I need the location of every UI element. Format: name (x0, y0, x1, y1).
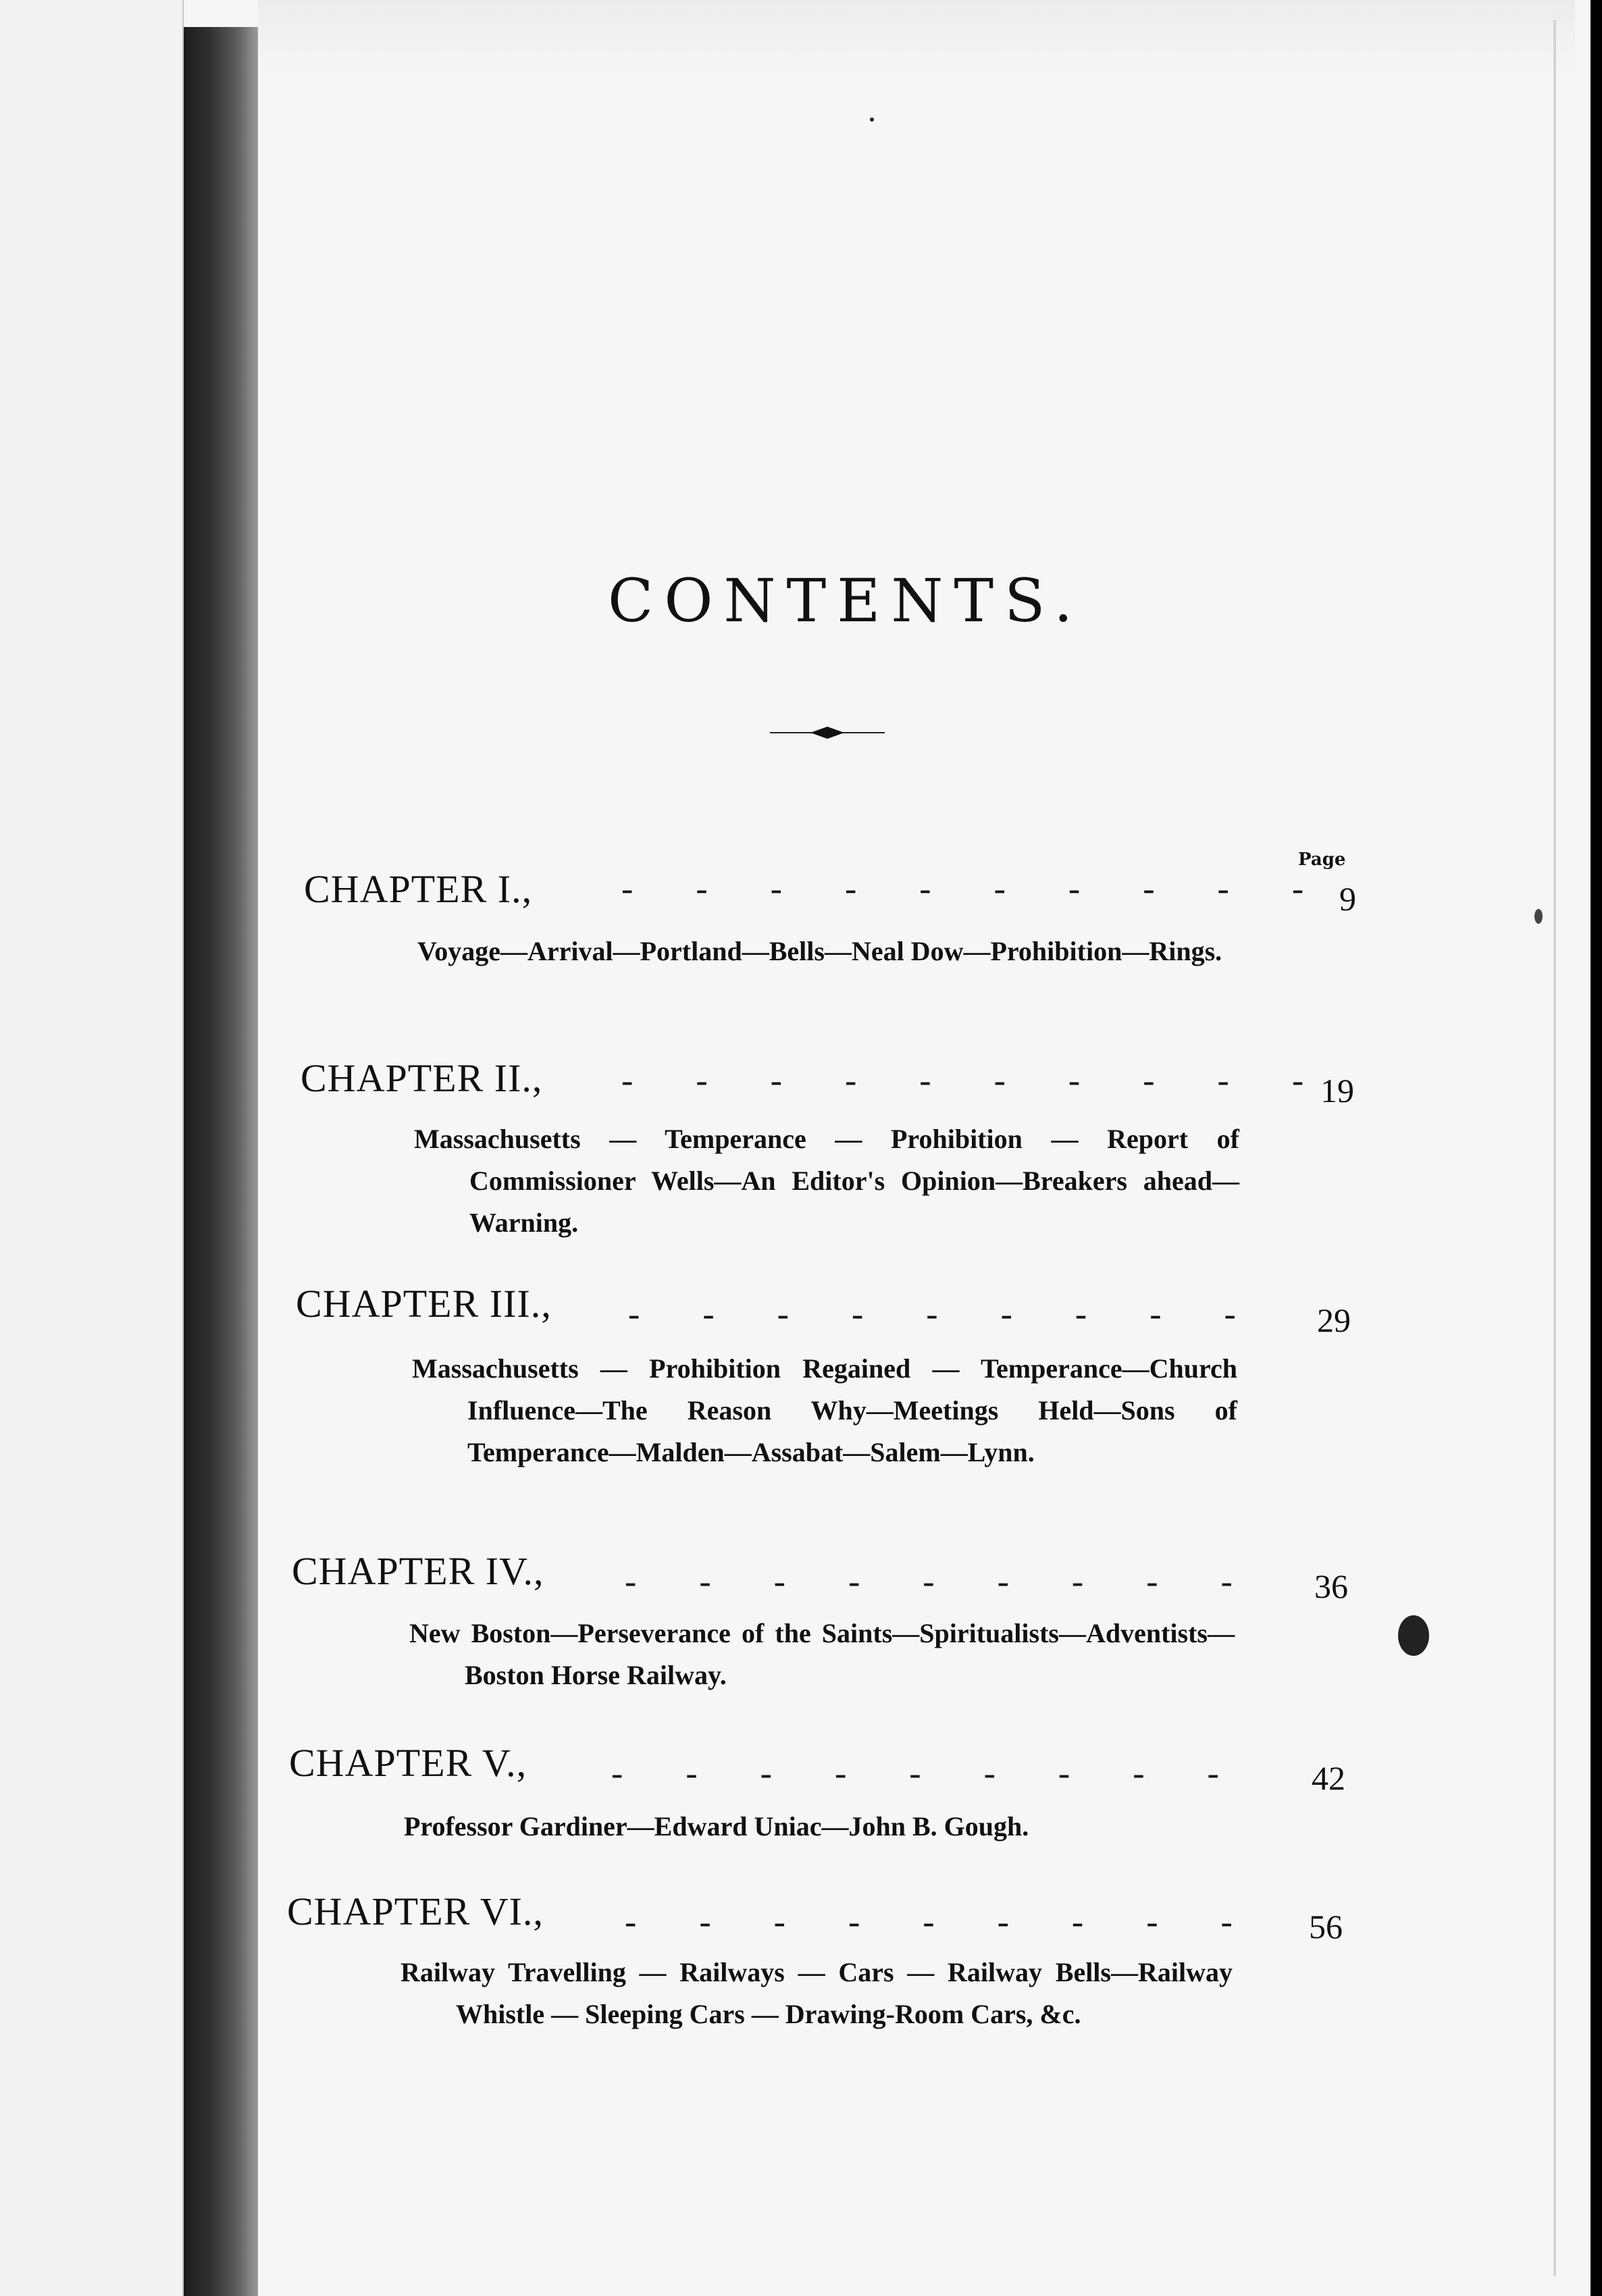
page-top-shading (258, 0, 1575, 74)
page-number: 42 (1312, 1759, 1345, 1797)
facing-page-edge (0, 0, 184, 2296)
chapter-heading: CHAPTER I., (304, 867, 533, 911)
chapter-summary: Massachusetts — Prohibition Regained — Temperance—Church Influence—The Reason Why—Meetings Held—Sons of Temperance—Malden—Assabat—Salem—Lynn. (412, 1353, 1237, 1467)
dot-leader: - - - - - - - - - (625, 1563, 1260, 1601)
ornament-divider (770, 723, 885, 743)
dot-leader: - - - - - - - - - - (621, 1062, 1331, 1100)
binding-gutter (184, 27, 258, 2296)
dot-leader: - - - - - - - - - (611, 1754, 1246, 1793)
page-column-label: Page (1298, 850, 1346, 870)
page-number: 56 (1309, 1908, 1343, 1946)
dust-speck (1534, 909, 1543, 924)
page-number: 19 (1320, 1072, 1354, 1110)
page-number: 36 (1314, 1567, 1348, 1605)
chapter-summary: Voyage—Arrival—Portland—Bells—Neal Dow—Prohibition—Rings. (417, 936, 1222, 966)
chapter-summary: Massachusetts — Temperance — Prohibition — Report of Commissioner Wells—An Editor's Opinion—Breakers ahead—Warning. (414, 1124, 1239, 1238)
page-title: CONTENTS. (608, 566, 1084, 635)
chapter-heading: CHAPTER III., (296, 1282, 552, 1326)
chapter-heading: CHAPTER V., (289, 1741, 527, 1785)
dot-leader: - - - - - - - - - (625, 1903, 1260, 1941)
dot-leader: - - - - - - - - - - (621, 870, 1331, 908)
page-number: 29 (1317, 1301, 1351, 1339)
chapter-heading: CHAPTER II., (301, 1056, 543, 1100)
scan-border (1591, 0, 1602, 2296)
chapter-heading: CHAPTER IV., (292, 1549, 544, 1593)
page-right-edge (1553, 20, 1556, 2276)
chapter-summary: Railway Travelling — Railways — Cars — Railway Bells—Railway Whistle — Sleeping Cars — Drawing-Room Cars, &c. (400, 1957, 1233, 2029)
ink-blot (1398, 1615, 1429, 1656)
chapter-summary: Professor Gardiner—Edward Uniac—John B. Gough. (404, 1811, 1029, 1842)
dot-leader: - - - - - - - - - (628, 1295, 1263, 1334)
chapter-summary: New Boston—Perseverance of the Saints—Spiritualists—Adventists—Boston Horse Railway. (409, 1618, 1235, 1690)
dust-speck (870, 118, 874, 122)
page-number: 9 (1339, 880, 1356, 918)
chapter-heading: CHAPTER VI., (287, 1889, 544, 1933)
